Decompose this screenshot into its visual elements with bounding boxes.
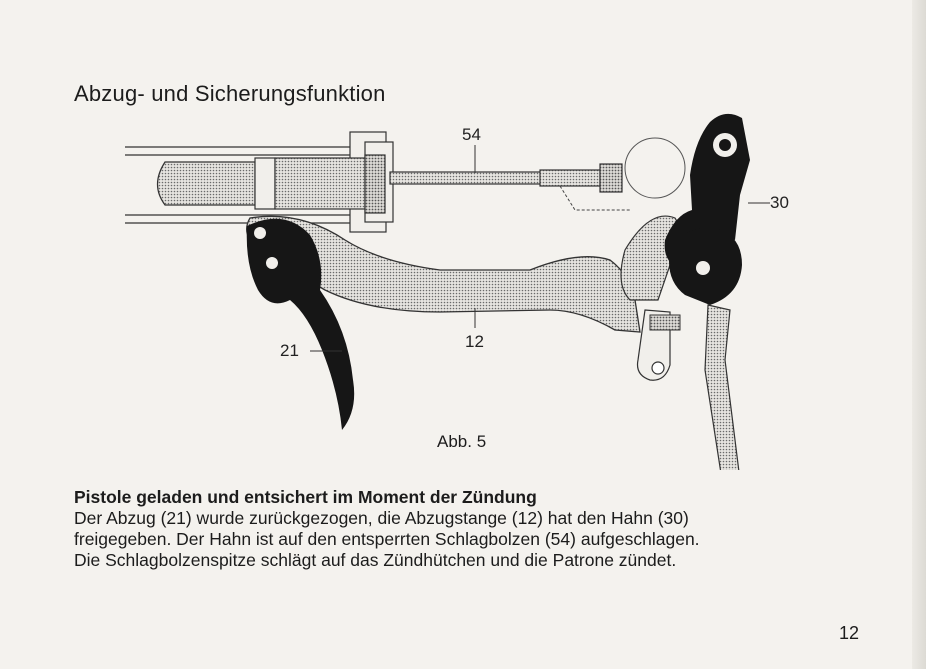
label-trigger: 21 (280, 341, 299, 360)
body-line-1: Der Abzug (21) wurde zurückgezogen, die Abzugstange (12) hat den Hahn (30) (74, 508, 689, 528)
figure-caption: Abb. 5 (437, 432, 487, 451)
section-heading: Pistole geladen und entsichert im Moment der Zündung (74, 487, 537, 507)
label-trigger-bar: 12 (465, 332, 484, 351)
body-line-2: freigegeben. Der Hahn ist auf den entsperrten Schlagbolzen (54) aufgeschlagen. (74, 529, 700, 549)
firing-pin (390, 138, 685, 210)
hammer-strut (705, 305, 740, 470)
page-title: Abzug- und Sicherungsfunktion (74, 80, 386, 106)
diagram-svg (110, 100, 790, 470)
label-firing-pin: 54 (462, 125, 481, 144)
body-text (74, 487, 874, 571)
hammer (665, 114, 750, 305)
page-number: 12 (839, 623, 860, 643)
page-edge (912, 0, 926, 669)
cartridge (158, 155, 386, 213)
trigger-mechanism-diagram (110, 100, 790, 470)
body-line-3: Die Schlagbolzenspitze schlägt auf das Zündhütchen und die Patrone zündet. (74, 550, 677, 570)
label-hammer: 30 (770, 193, 789, 212)
